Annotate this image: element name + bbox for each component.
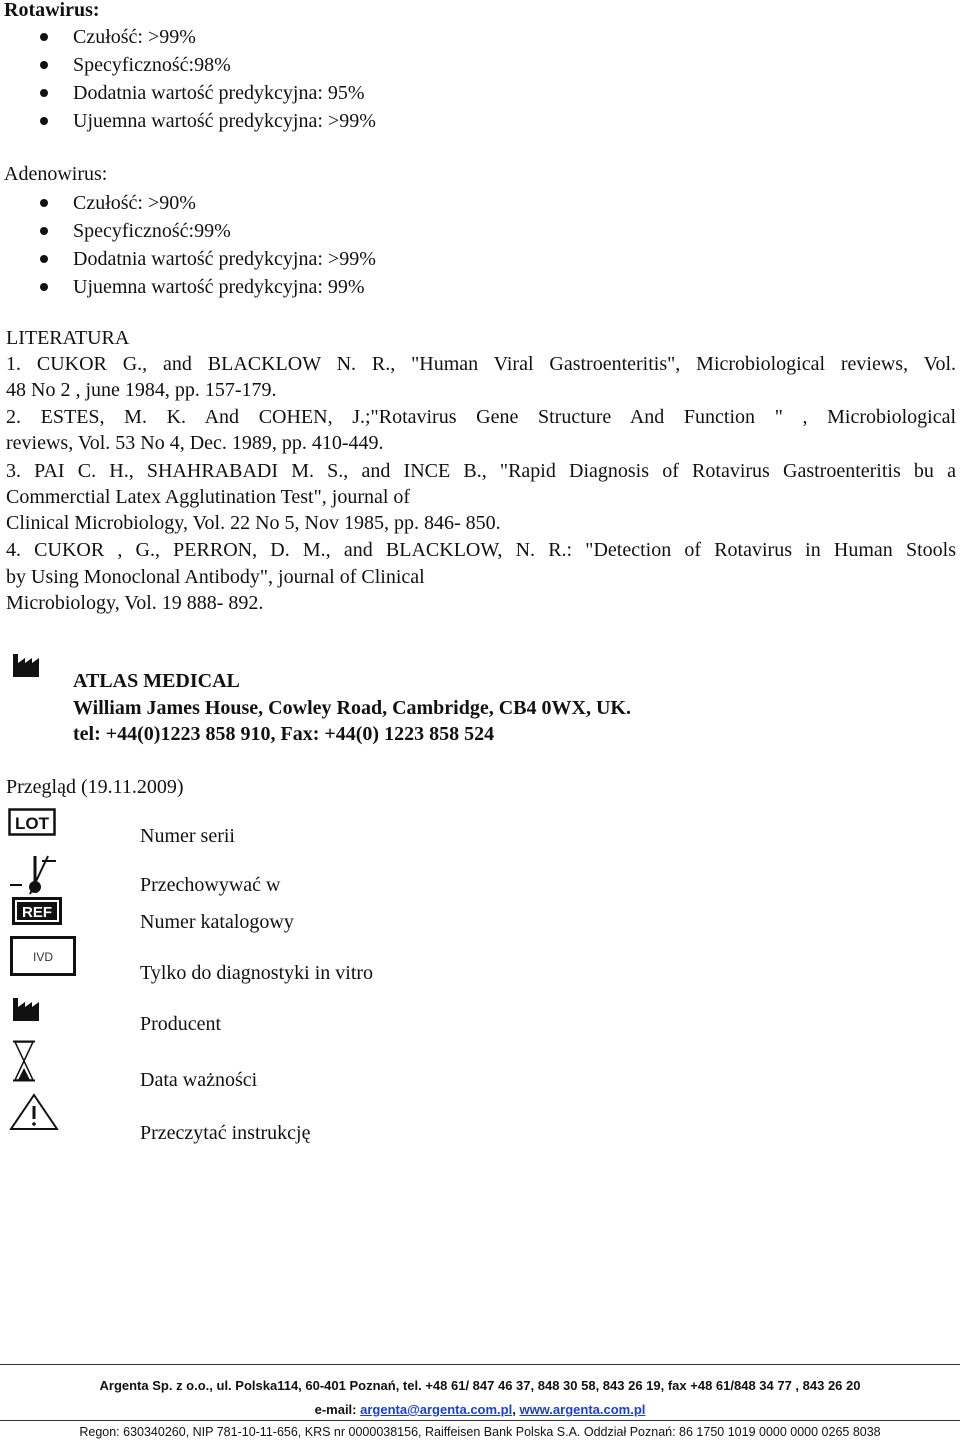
reference-line: reviews, Vol. 53 No 4, Dec. 1989, pp. 410-449. bbox=[6, 432, 384, 454]
symbol-label-ivd: Tylko do diagnostyki in vitro bbox=[140, 962, 374, 984]
list-item: Specyficzność:99% bbox=[73, 220, 231, 242]
symbol-label-ref: Numer katalogowy bbox=[140, 911, 294, 933]
bullet bbox=[40, 89, 48, 97]
warning-icon bbox=[8, 1092, 60, 1137]
bullet bbox=[40, 117, 48, 125]
list-item: Czułość: >99% bbox=[73, 26, 196, 48]
footer-contact bbox=[0, 1402, 960, 1418]
svg-text:LOT: LOT bbox=[15, 814, 49, 833]
ivd-icon bbox=[10, 936, 76, 981]
list-item: Dodatnia wartość predykcyjna: >99% bbox=[73, 248, 376, 270]
manufacturer-name: ATLAS MEDICAL bbox=[73, 670, 240, 692]
list-item: Ujuemna wartość predykcyjna: 99% bbox=[73, 276, 365, 298]
footer-divider bbox=[0, 1364, 960, 1365]
list-item: Ujuemna wartość predykcyjna: >99% bbox=[73, 110, 376, 132]
reference-line: by Using Monoclonal Antibody", journal of Clinical bbox=[6, 566, 425, 588]
reference-line: 3. PAI C. H., SHAHRABADI M. S., and INCE B., "Rapid Diagnosis of Rotavirus Gastroenteritis bu a bbox=[6, 460, 956, 482]
bullet bbox=[40, 33, 48, 41]
revision-date: Przegląd (19.11.2009) bbox=[6, 776, 184, 798]
thermometer-icon bbox=[8, 852, 62, 903]
svg-text:IVD: IVD bbox=[32, 950, 54, 964]
bullet bbox=[40, 283, 48, 291]
factory-icon bbox=[12, 996, 40, 1027]
symbol-label-storage: Przechowywać w bbox=[140, 874, 281, 896]
symbol-label-instructions: Przeczytać instrukcję bbox=[140, 1122, 311, 1144]
reference-line: Microbiology, Vol. 19 888- 892. bbox=[6, 592, 264, 614]
reference-line: 1. CUKOR G., and BLACKLOW N. R., "Human Viral Gastroenteritis", Microbiological reviews, Vol. bbox=[6, 353, 956, 375]
footer-address: Argenta Sp. z o.o., ul. Polska114, 60-401 Poznań, tel. +48 61/ 847 46 37, 848 30 58, 843 26 19, fax +48 61/848 34 77 , 843 26 20 bbox=[99, 1378, 861, 1393]
manufacturer-contact: tel: +44(0)1223 858 910, Fax: +44(0) 1223 858 524 bbox=[73, 723, 495, 745]
reference-line: 48 No 2 , june 1984, pp. 157-179. bbox=[6, 379, 277, 401]
svg-text:REF: REF bbox=[22, 904, 52, 921]
website-link[interactable]: www.argenta.com.pl bbox=[519, 1402, 646, 1417]
adenovirus-heading: Adenowirus: bbox=[4, 163, 108, 185]
footer-divider-lower bbox=[0, 1420, 960, 1421]
separator: , bbox=[512, 1402, 520, 1417]
list-item: Dodatnia wartość predykcyjna: 95% bbox=[73, 82, 365, 104]
reference-line: 4. CUKOR , G., PERRON, D. M., and BLACKLOW, N. R.: "Detection of Rotavirus in Human Stools bbox=[6, 539, 956, 561]
reference-line: 2. ESTES, M. K. And COHEN, J.;"Rotavirus Gene Structure And Function " , Microbiological bbox=[6, 406, 956, 428]
footer-registration: Regon: 630340260, NIP 781-10-11-656, KRS nr 0000038156, Raiffeisen Bank Polska S.A. Oddział Poznań: 86 1750 1019 0000 0000 0265 8038 bbox=[79, 1425, 881, 1439]
factory-icon bbox=[12, 652, 40, 683]
email-link[interactable]: argenta@argenta.com.pl bbox=[360, 1402, 513, 1417]
symbol-label-lot: Numer serii bbox=[140, 825, 235, 847]
ref-icon bbox=[12, 897, 62, 930]
symbol-label-expiry: Data ważności bbox=[140, 1069, 258, 1091]
symbol-label-manufacturer: Producent bbox=[140, 1013, 222, 1035]
bullet bbox=[40, 255, 48, 263]
bullet bbox=[40, 227, 48, 235]
literature-heading: LITERATURA bbox=[6, 327, 130, 349]
email-label: e-mail: bbox=[314, 1402, 361, 1417]
reference-line: Clinical Microbiology, Vol. 22 No 5, Nov 1985, pp. 846- 850. bbox=[6, 512, 501, 534]
list-item: Czułość: >90% bbox=[73, 192, 196, 214]
bullet bbox=[40, 199, 48, 207]
lot-icon bbox=[8, 808, 56, 841]
manufacturer-address: William James House, Cowley Road, Cambridge, CB4 0WX, UK. bbox=[73, 697, 631, 719]
hourglass-icon bbox=[12, 1040, 36, 1087]
bullet bbox=[40, 61, 48, 69]
rotavirus-heading: Rotawirus: bbox=[4, 0, 100, 21]
list-item: Specyficzność:98% bbox=[73, 54, 231, 76]
reference-line: Commerctial Latex Agglutination Test", journal of bbox=[6, 486, 411, 508]
